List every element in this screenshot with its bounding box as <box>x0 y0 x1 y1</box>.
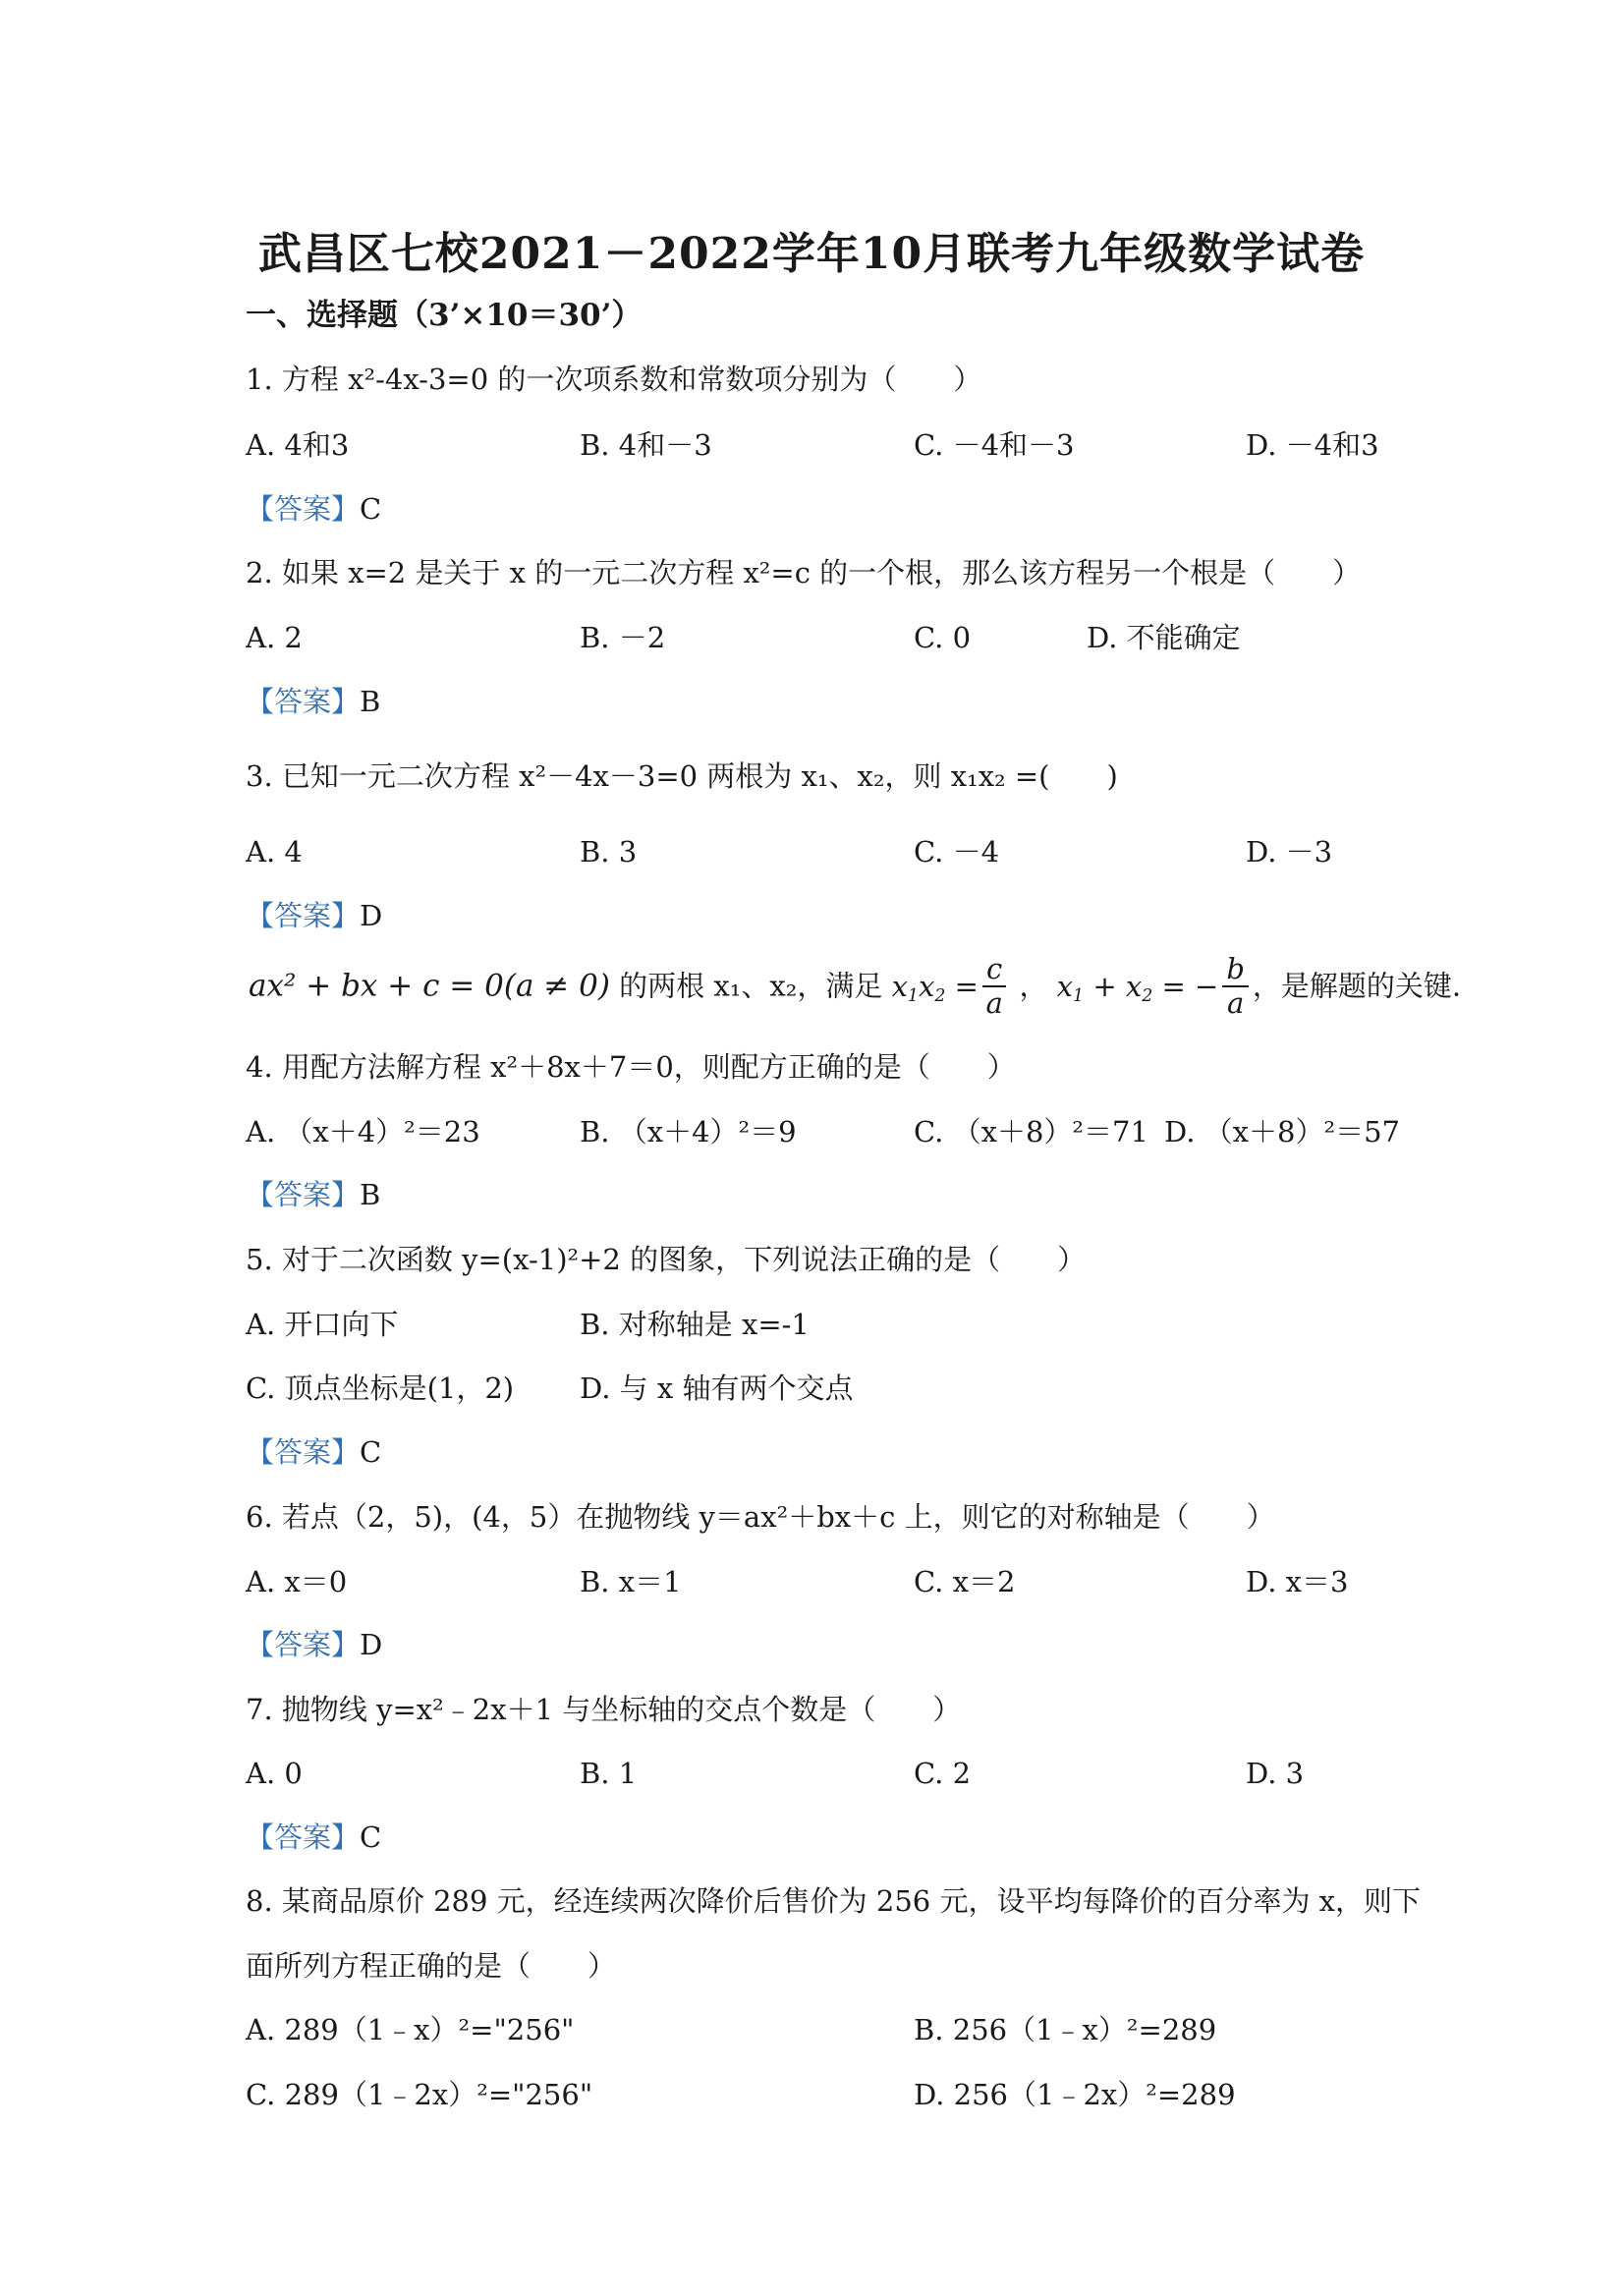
q7-option-c: C. 2 <box>914 1757 972 1790</box>
q5-option-c: C. 顶点坐标是(1，2) <box>246 1372 515 1405</box>
q3-answer <box>246 899 383 932</box>
q1-answer-value: C <box>360 492 382 526</box>
answer-label: 【答案】 <box>246 1820 361 1854</box>
q3-option-b: B. 3 <box>580 835 638 868</box>
fraction-c-over-a: $\frac{c}{a}$ <box>982 955 1006 1018</box>
q3-option-a: A. 4 <box>246 835 303 868</box>
q8-option-a: A. 289（1﹣x）²="256" <box>246 2013 575 2046</box>
answer-label: 【答案】 <box>246 899 361 932</box>
q7-answer-value: C <box>360 1820 382 1854</box>
q6-answer-value: D <box>360 1628 383 1661</box>
q3-option-c: C. －4 <box>914 835 1000 868</box>
q4-option-c: C. （x＋8）²＝71 <box>914 1115 1148 1148</box>
q1-number: 1. 方程 <box>246 363 339 396</box>
q5-answer <box>246 1435 382 1469</box>
question-4: 4. 用配方法解方程 x²＋8x＋7＝0，则配方正确的是（ ） <box>246 1050 1016 1084</box>
q7-answer <box>246 1820 382 1854</box>
q8-option-b: B. 256（1﹣x）²=289 <box>914 2013 1217 2046</box>
q5-option-d: D. 与 x 轴有两个交点 <box>580 1372 854 1405</box>
q4-answer-value: B <box>360 1178 381 1211</box>
question-5: 5. 对于二次函数 y=(x-1)²+2 的图象，下列说法正确的是（ ） <box>246 1243 1087 1276</box>
q3-answer-value: D <box>360 899 383 932</box>
answer-label: 【答案】 <box>246 492 361 526</box>
q2-option-c: C. 0 <box>914 621 972 654</box>
exam-title: 武昌区七校2021－2022学年10月联考九年级数学试卷 <box>257 229 1366 279</box>
q2-option-a: A. 2 <box>246 621 303 654</box>
q2-option-b: B. －2 <box>580 621 666 654</box>
answer-label: 【答案】 <box>246 1178 361 1211</box>
q4-option-d: D. （x＋8）²＝57 <box>1164 1115 1400 1148</box>
q6-option-b: B. x＝1 <box>580 1565 682 1598</box>
note-text-1: 的两根 x₁、x₂，满足 <box>619 969 883 1003</box>
question-2: 2. 如果 x=2 是关于 x 的一元二次方程 x²=c 的一个根，那么该方程另一个根是（ ） <box>246 556 1362 589</box>
question-8-line-1: 8. 某商品原价 289 元，经连续两次降价后售价为 256 元，设平均每降价的百分率为 x，则下 <box>246 1884 1422 1918</box>
q1-text: 的一次项系数和常数项分别为（ ） <box>497 363 982 396</box>
note-sum-formula: $x_1 + x_2$ = − <box>1056 969 1219 1006</box>
q4-option-b: B. （x＋4）²＝9 <box>580 1115 797 1148</box>
q1-option-c: C. －4和－3 <box>914 428 1075 462</box>
section-heading-choice: 一、选择题（3’×10＝30’） <box>246 298 643 333</box>
q4-option-a: A. （x＋4）²＝23 <box>246 1115 480 1148</box>
question-8-line-2: 面所列方程正确的是（ ） <box>246 1949 617 1983</box>
q2-answer <box>246 685 381 718</box>
q6-option-c: C. x＝2 <box>914 1565 1016 1598</box>
q5-answer-value: C <box>360 1435 382 1469</box>
note-text-2: ，是解题的关键. <box>1252 969 1462 1003</box>
q1-equation: x²-4x-3=0 <box>348 363 489 396</box>
q2-answer-value: B <box>360 685 381 718</box>
fraction-b-over-a: $\frac{b}{a}$ <box>1222 955 1249 1018</box>
answer-label: 【答案】 <box>246 1628 361 1661</box>
q6-option-a: A. x＝0 <box>246 1565 348 1598</box>
question-7: 7. 抛物线 y=x²﹣2x＋1 与坐标轴的交点个数是（ ） <box>246 1693 962 1726</box>
q8-option-d: D. 256（1﹣2x）²=289 <box>914 2078 1236 2111</box>
q5-option-a: A. 开口向下 <box>246 1308 399 1341</box>
q8-option-c: C. 289（1﹣2x）²="256" <box>246 2078 593 2111</box>
q7-option-d: D. 3 <box>1246 1757 1305 1790</box>
q1-option-b: B. 4和－3 <box>580 428 712 462</box>
question-1 <box>246 365 981 394</box>
q3-option-d: D. －3 <box>1246 835 1333 868</box>
vieta-note: ax² + bx + c = 0(a ≠ 0) 的两根 x₁、x₂，满足 $x_1x_2$ = $\frac{c}{a}$ ， $x_1 + x_2$ = − $\frac{b}{a}$ ，是解题的关键. <box>249 952 1462 1020</box>
q7-option-a: A. 0 <box>246 1757 303 1790</box>
q6-answer <box>246 1628 383 1661</box>
q2-option-d: D. 不能确定 <box>1087 621 1241 654</box>
q1-option-d: D. －4和3 <box>1246 428 1379 462</box>
q6-option-d: D. x＝3 <box>1246 1565 1349 1598</box>
note-equation: ax² + bx + c = 0(a ≠ 0) <box>249 968 610 1004</box>
q1-option-a: A. 4和3 <box>246 428 350 462</box>
q4-answer <box>246 1178 381 1211</box>
answer-label: 【答案】 <box>246 1435 361 1469</box>
q5-option-b: B. 对称轴是 x=-1 <box>580 1308 810 1341</box>
answer-label: 【答案】 <box>246 685 361 718</box>
question-6: 6. 若点（2，5)，(4，5）在抛物线 y＝ax²＋bx＋c 上，则它的对称轴是（ ） <box>246 1500 1275 1534</box>
q1-answer <box>246 492 382 526</box>
question-3: 3. 已知一元二次方程 x²－4x－3=0 两根为 x₁、x₂，则 x₁x₂ =( ) <box>246 759 1118 793</box>
q7-option-b: B. 1 <box>580 1757 638 1790</box>
note-product-formula: $x_1x_2$ = <box>891 969 979 1006</box>
